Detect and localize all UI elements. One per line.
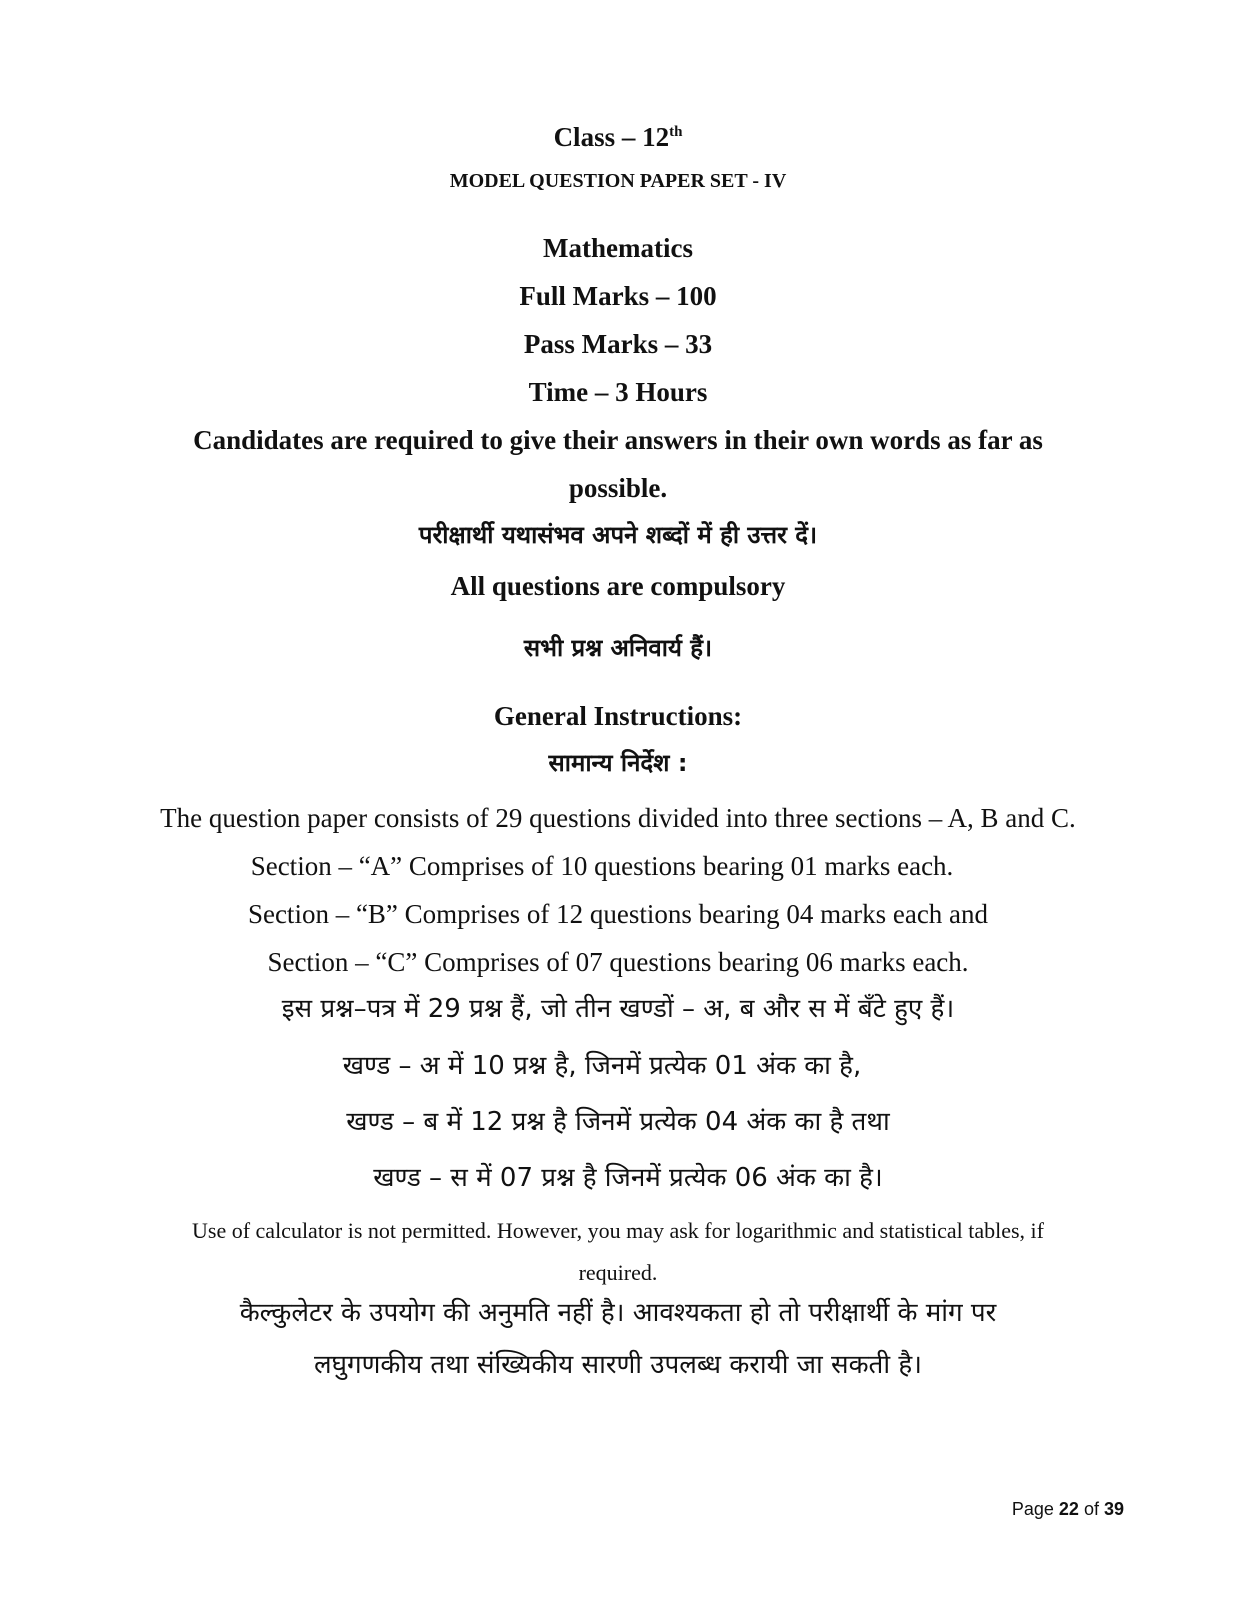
own-words-instruction-line1: Candidates are required to give their answers in their own words as far as — [193, 425, 1043, 455]
calculator-note-hindi-line2: लघुगणकीय तथा संख्यिकीय सारणी उपलब्ध करायी जा सकती है। — [313, 1350, 923, 1380]
page-total: 39 — [1103, 1499, 1124, 1519]
pass-marks: Pass Marks – 33 — [523, 329, 713, 359]
section-b-info: Section – “B” Comprises of 12 questions bearing 04 marks each and — [247, 899, 989, 929]
section-c-info: Section – “C” Comprises of 07 questions bearing 06 marks each. — [267, 947, 969, 977]
subject-title: Mathematics — [543, 233, 693, 263]
calculator-note-line2: required. — [578, 1260, 658, 1285]
compulsory-note: All questions are compulsory — [450, 571, 786, 601]
compulsory-note-hindi: सभी प्रश्न अनिवार्य हैं। — [523, 634, 713, 662]
class-superscript: th — [669, 124, 683, 140]
calculator-note-hindi-line1: कैल्कुलेटर के उपयोग की अनुमति नहीं है। आवश्यकता हो तो परीक्षार्थी के मांग पर — [239, 1298, 997, 1328]
general-instructions-heading: General Instructions: — [493, 701, 743, 731]
own-words-instruction-line2: possible. — [568, 473, 668, 503]
sections-overview: The question paper consists of 29 questions divided into three sections – A, B and C. — [160, 803, 1076, 833]
of-word: of — [1083, 1499, 1099, 1519]
section-a-info-hindi: खण्ड – अ में 10 प्रश्न है, जिनमें प्रत्येक 01 अंक का है, — [342, 1051, 862, 1081]
own-words-instruction-hindi: परीक्षार्थी यथासंभव अपने शब्दों में ही उत्तर दें। — [418, 521, 818, 549]
page-current: 22 — [1058, 1499, 1079, 1519]
full-marks: Full Marks – 100 — [519, 281, 717, 311]
sections-overview-hindi: इस प्रश्न–पत्र में 29 प्रश्न हैं, जो तीन खण्डों – अ, ब और स में बँटे हुए हैं। — [281, 994, 955, 1024]
class-heading — [0, 124, 1236, 151]
page-word: Page — [1011, 1499, 1054, 1519]
time-allowed: Time – 3 Hours — [528, 377, 708, 407]
calculator-note-line1: Use of calculator is not permitted. However, you may ask for logarithmic and statistical tables, if — [192, 1218, 1044, 1243]
section-c-info-hindi: खण्ड – स में 07 प्रश्न है जिनमें प्रत्येक 06 अंक का है। — [373, 1163, 883, 1193]
paper-set-title: MODEL QUESTION PAPER SET - IV — [449, 170, 787, 192]
general-instructions-heading-hindi: सामान्य निर्देश : — [548, 749, 688, 777]
section-b-info-hindi: खण्ड – ब में 12 प्रश्न है जिनमें प्रत्येक 04 अंक का है तथा — [346, 1107, 890, 1137]
page-number — [1012, 1500, 1124, 1518]
class-text: Class – 12 — [553, 122, 670, 152]
section-a-info: Section – “A” Comprises of 10 questions bearing 01 marks each. — [250, 851, 954, 881]
